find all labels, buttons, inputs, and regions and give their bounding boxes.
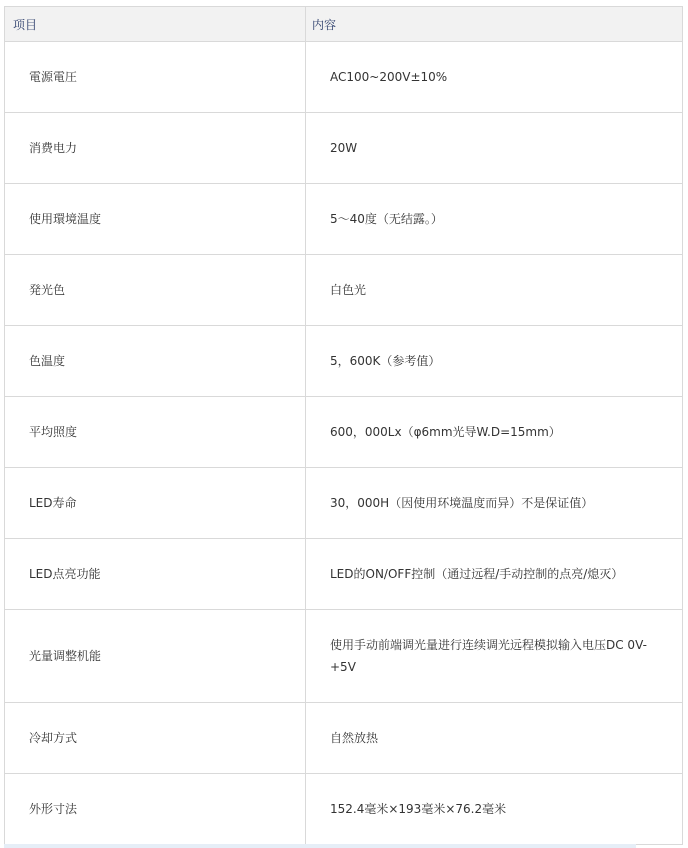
row-item-cell: 光量调整机能 [5,610,306,703]
row-content-cell: 自然放热 [306,703,683,774]
row-content-cell: 600，000Lx（φ6mm光导W.D=15mm） [306,397,683,468]
row-content-cell: 白色光 [306,255,683,326]
row-content-cell: 使用手动前端调光量进行连续调光远程模拟输入电压DC 0V-+5V [306,610,683,703]
row-content-cell: LED的ON/OFF控制（通过远程/手动控制的点亮/熄灭） [306,539,683,610]
table-row [5,703,683,774]
row-item-cell: 消费电力 [5,113,306,184]
spec-table [4,6,683,845]
table-body [5,42,683,845]
table-row [5,255,683,326]
row-item-cell: 発光色 [5,255,306,326]
table-row [5,397,683,468]
table-row [5,539,683,610]
horizontal-scrollbar-track[interactable] [4,844,636,848]
row-item-cell: 冷却方式 [5,703,306,774]
row-item-cell: 使用環境温度 [5,184,306,255]
row-item-cell: 色温度 [5,326,306,397]
header-row [5,7,683,42]
table-row [5,42,683,113]
table-header [5,7,683,42]
table-row [5,774,683,845]
row-content-cell: 30，000H（因使用环境温度而异）不是保证值） [306,468,683,539]
row-content-cell: 5～40度（无结露。） [306,184,683,255]
row-item-cell: 平均照度 [5,397,306,468]
row-content-cell: 152.4毫米×193毫米×76.2毫米 [306,774,683,845]
row-content-cell: 20W [306,113,683,184]
table-row [5,610,683,703]
row-item-cell: LED寿命 [5,468,306,539]
row-item-cell: 外形寸法 [5,774,306,845]
row-content-cell: AC100~200V±10% [306,42,683,113]
table-row [5,113,683,184]
table-row [5,468,683,539]
row-item-cell: LED点亮功能 [5,539,306,610]
row-item-cell: 電源電圧 [5,42,306,113]
table-row [5,184,683,255]
table-row [5,326,683,397]
row-content-cell: 5，600K（参考值） [306,326,683,397]
header-content: 内容 [306,7,683,42]
header-item: 项目 [5,7,306,42]
